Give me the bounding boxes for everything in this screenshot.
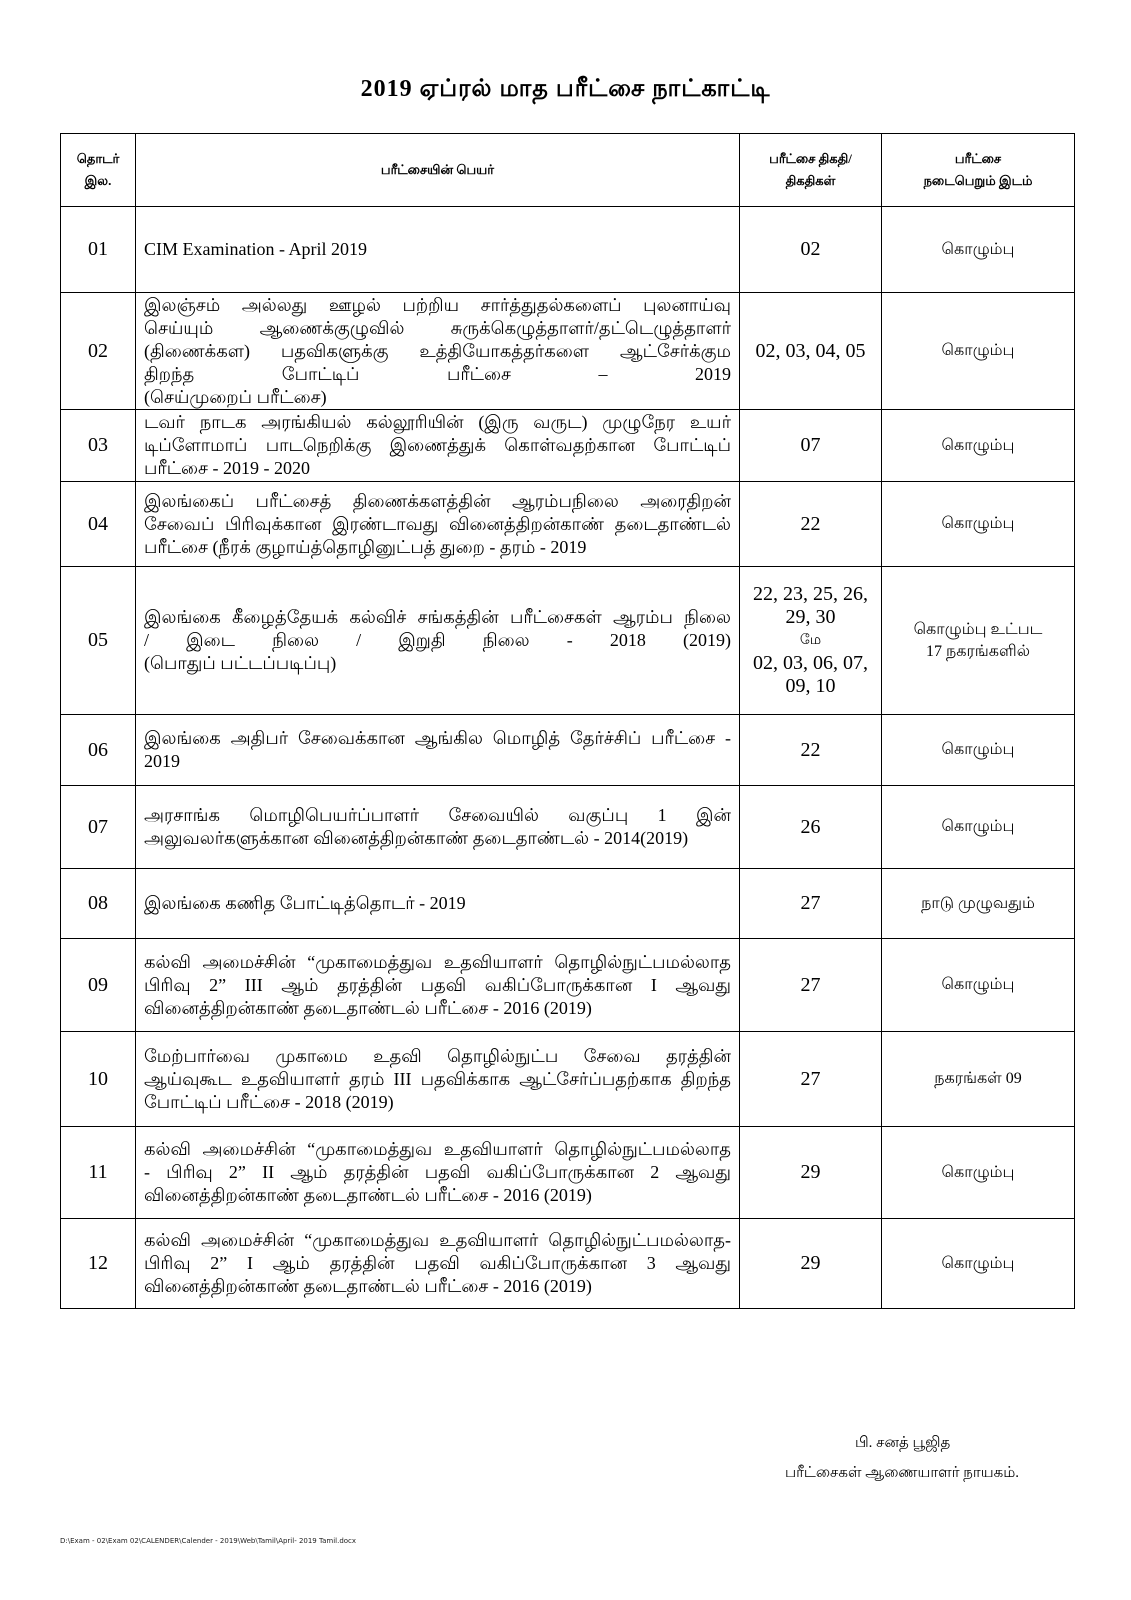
exam-name-line: வினைத்திறன்காண் தடைதாண்டல் பரீட்சை - 2016 (2019) <box>144 1276 592 1296</box>
header-line: நடைபெறும் இடம் <box>923 173 1033 188</box>
exam-date-line: 29 <box>800 1161 821 1183</box>
exam-place-line: 17 நகரங்களில் <box>926 642 1030 660</box>
exam-place-line: நாடு முழுவதும் <box>921 894 1035 912</box>
header-line: பரீட்சை திகதி/ <box>769 151 852 166</box>
exam-place-line: கொழும்பு <box>941 1254 1015 1272</box>
exam-name-line: திறந்த போட்டிப் பரீட்சை – 2019 <box>144 363 731 384</box>
exam-name-line: கல்வி அமைச்சின் “முகாமைத்துவ உதவியாளர் தொழில்நுட்பமல்லாத <box>144 1139 731 1159</box>
exam-place-line: கொழும்பு உட்பட <box>913 620 1043 638</box>
serial-number-cell: 04 <box>61 482 136 567</box>
exam-name-line: இலங்கைப் பரீட்சைத் திணைக்களத்தின் ஆரம்பநிலை அரைதிறன் <box>144 490 731 511</box>
exam-place-line: கொழும்பு <box>941 342 1015 359</box>
exam-name-cell <box>136 482 740 567</box>
exam-place-cell <box>882 1219 1075 1309</box>
exam-place-line: நகரங்கள் 09 <box>934 1070 1022 1087</box>
signatory-designation: பரீட்சைகள் ஆணையாளர் நாயகம். <box>785 1465 1020 1481</box>
exam-date-cell <box>740 410 882 482</box>
exam-date-cell <box>740 567 882 715</box>
exam-name-line: - பிரிவு 2” II ஆம் தரத்தின் பதவி வகிப்போருக்கான 2 ஆவது <box>144 1162 731 1182</box>
table-row <box>61 1127 1075 1219</box>
exam-name-line: பரீட்சை - 2019 - 2020 <box>144 458 311 478</box>
exam-name-line: CIM Examination - April 2019 <box>144 239 367 259</box>
exam-date-line: 29 <box>800 1252 821 1274</box>
table-row <box>61 786 1075 869</box>
exam-name-line: கல்வி அமைச்சின் “முகாமைத்துவ உதவியாளர் தொழில்நுட்பமல்லாத <box>144 951 731 972</box>
table-row <box>61 293 1075 410</box>
exam-name-cell <box>136 869 740 939</box>
exam-place-cell <box>882 207 1075 293</box>
exam-date-line: 07 <box>800 434 821 456</box>
table-row <box>61 410 1075 482</box>
table-row <box>61 869 1075 939</box>
header-serial-no <box>61 134 136 207</box>
exam-date-line: 27 <box>800 892 821 914</box>
header-exam-place <box>882 134 1075 207</box>
exam-name-line: இலங்கை கீழைத்தேயக் கல்விச் சங்கத்தின் பரீட்சைகள் ஆரம்ப நிலை <box>144 607 731 627</box>
exam-place-line: கொழும்பு <box>941 240 1015 258</box>
table-body <box>61 207 1075 1309</box>
exam-place-cell <box>882 869 1075 939</box>
exam-place-cell <box>882 715 1075 786</box>
table-row <box>61 715 1075 786</box>
exam-date-cell <box>740 786 882 869</box>
serial-number-cell: 03 <box>61 410 136 482</box>
exam-name-line: பரீட்சை (நீரக் குழாய்த்தொழினுட்பத் துறை - தரம் - 2019 <box>144 536 587 557</box>
table-header-row <box>61 134 1075 207</box>
exam-name-cell <box>136 410 740 482</box>
exam-date-line: 02, 03, 06, 07, <box>753 652 868 674</box>
exam-name-line: அலுவலர்களுக்கான வினைத்திறன்காண் தடைதாண்டல் - 2014(2019) <box>144 828 689 848</box>
exam-name-line: இலஞ்சம் அல்லது ஊழல் பற்றிய சார்த்துதல்களைப் புலனாய்வு <box>144 294 731 315</box>
exam-place-cell <box>882 786 1075 869</box>
exam-name-cell <box>136 567 740 715</box>
exam-name-line: செய்யும் ஆணைக்குழுவில் சுருக்கெழுத்தாளர்/தட்டெழுத்தாளர் <box>144 317 731 338</box>
exam-name-cell <box>136 1219 740 1309</box>
exam-name-line: டவர் நாடக அரங்கியல் கல்லூரியின் (இரு வருட) முழுநேர உயர் <box>144 412 731 432</box>
exam-name-line: வினைத்திறன்காண் தடைதாண்டல் பரீட்சை - 2016 (2019) <box>144 1185 592 1205</box>
table-row <box>61 567 1075 715</box>
exam-place-cell <box>882 482 1075 567</box>
exam-date-cell <box>740 869 882 939</box>
exam-name-cell <box>136 715 740 786</box>
exam-date-line: 27 <box>800 1067 821 1090</box>
exam-date-line: 29, 30 <box>785 606 836 628</box>
table-row <box>61 1032 1075 1127</box>
exam-date-cell <box>740 715 882 786</box>
exam-place-line: கொழும்பு <box>941 976 1015 993</box>
exam-name-line: மேற்பார்வை முகாமை உதவி தொழில்நுட்ப சேவை தரத்தின் <box>144 1045 731 1066</box>
exam-date-line: 22 <box>800 738 821 761</box>
exam-place-cell <box>882 1127 1075 1219</box>
exam-date-line: 09, 10 <box>785 675 836 697</box>
exam-date-cell <box>740 1219 882 1309</box>
exam-name-line: கல்வி அமைச்சின் “முகாமைத்துவ உதவியாளர் தொழில்நுட்பமல்லாத- <box>144 1230 731 1250</box>
exam-date-cell <box>740 939 882 1032</box>
exam-name-line: 2019 <box>144 751 180 771</box>
table-row <box>61 482 1075 567</box>
serial-number-cell: 02 <box>61 293 136 410</box>
exam-name-line: (திணைக்கள) பதவிகளுக்கு உத்தியோகத்தர்களை ஆட்சேர்க்கும <box>144 340 731 361</box>
exam-place-line: கொழும்பு <box>941 515 1015 532</box>
serial-number-cell: 01 <box>61 207 136 293</box>
serial-number-cell: 11 <box>61 1127 136 1219</box>
header-line: திகதிகள் <box>785 173 836 188</box>
exam-date-line: 02 <box>800 238 821 260</box>
header-line: பரீட்சை <box>954 151 1002 166</box>
header-line: தொடர் <box>76 151 120 166</box>
exam-date-line: 27 <box>800 973 821 996</box>
exam-name-cell <box>136 293 740 410</box>
exam-date-cell <box>740 1127 882 1219</box>
header-exam-date <box>740 134 882 207</box>
exam-place-cell <box>882 939 1075 1032</box>
serial-number-cell: 07 <box>61 786 136 869</box>
table-row <box>61 939 1075 1032</box>
exam-date-line: 22 <box>800 512 821 535</box>
exam-name-cell <box>136 1127 740 1219</box>
exam-name-line: (பொதுப் பட்டப்படிப்பு) <box>144 653 337 673</box>
exam-date-line: 26 <box>800 815 821 838</box>
page-title: 2019 ஏப்ரல் மாத பரீட்சை நாட்காட்டி <box>360 76 771 102</box>
exam-place-line: கொழும்பு <box>941 1163 1015 1181</box>
exam-place-cell <box>882 410 1075 482</box>
exam-name-line: பிரிவு 2” III ஆம் தரத்தின் பதவி வகிப்போருக்கான I ஆவது <box>144 974 731 995</box>
exam-name-line: பிரிவு 2” I ஆம் தரத்தின் பதவி வகிப்போருக்கான 3 ஆவது <box>144 1253 731 1273</box>
exam-name-line: டிப்ளோமாப் பாடநெறிக்கு இணைத்துக் கொள்வதற்கான போட்டிப் <box>144 435 731 455</box>
exam-name-line: சேவைப் பிரிவுக்கான இரண்டாவது வினைத்திறன்காண் தடைதாண்டல் <box>144 513 731 534</box>
serial-number-cell: 10 <box>61 1032 136 1127</box>
footer-file-path: D:\Exam - 02\Exam 02\CALENDER\Calender - 2019\Web\Tamil\April- 2019 Tamil.docx <box>60 1537 357 1545</box>
exam-name-line: ஆய்வுகூட உதவியாளர் தரம் III பதவிக்காக ஆட்சேர்ப்பதற்காக திறந்த <box>144 1068 731 1089</box>
exam-name-line: போட்டிப் பரீட்சை - 2018 (2019) <box>144 1091 394 1112</box>
header-line: பரீட்சையின் பெயர் <box>380 162 495 177</box>
exam-name-cell <box>136 939 740 1032</box>
exam-date-cell <box>740 1032 882 1127</box>
exam-date-line: 22, 23, 25, 26, <box>753 583 868 605</box>
table-row <box>61 1219 1075 1309</box>
exam-name-cell <box>136 786 740 869</box>
exam-place-line: கொழும்பு <box>941 741 1015 758</box>
serial-number-cell: 12 <box>61 1219 136 1309</box>
exam-name-line: இலங்கை அதிபர் சேவைக்கான ஆங்கில மொழித் தேர்ச்சிப் பரீட்சை - <box>144 728 731 748</box>
signatory-name: பி. சனத் பூஜித <box>855 1435 951 1451</box>
exam-date-cell <box>740 293 882 410</box>
exam-name-line: / இடை நிலை / இறுதி நிலை - 2018 (2019) <box>144 630 731 650</box>
exam-date-line: மே <box>799 633 822 648</box>
exam-date-cell <box>740 482 882 567</box>
serial-number-cell: 08 <box>61 869 136 939</box>
exam-date-line: 02, 03, 04, 05 <box>755 339 866 362</box>
exam-name-line: வினைத்திறன்காண் தடைதாண்டல் பரீட்சை - 2016 (2019) <box>144 997 592 1018</box>
serial-number-cell: 06 <box>61 715 136 786</box>
exam-place-line: கொழும்பு <box>941 818 1015 835</box>
serial-number-cell: 09 <box>61 939 136 1032</box>
exam-name-cell <box>136 1032 740 1127</box>
exam-place-line: கொழும்பு <box>941 436 1015 454</box>
exam-place-cell <box>882 293 1075 410</box>
exam-name-line: இலங்கை கணித போட்டித்தொடர் - 2019 <box>144 893 466 913</box>
exam-name-line: (செய்முறைப் பரீட்சை) <box>144 386 327 407</box>
exam-calendar-table <box>60 133 1075 1309</box>
exam-date-cell <box>740 207 882 293</box>
header-exam-name <box>136 134 740 207</box>
exam-place-cell <box>882 1032 1075 1127</box>
exam-place-cell <box>882 567 1075 715</box>
serial-number-cell: 05 <box>61 567 136 715</box>
header-line: இல. <box>84 173 112 188</box>
table-row <box>61 207 1075 293</box>
exam-name-cell <box>136 207 740 293</box>
exam-name-line: அரசாங்க மொழிபெயர்ப்பாளர் சேவையில் வகுப்பு 1 இன் <box>144 805 731 825</box>
